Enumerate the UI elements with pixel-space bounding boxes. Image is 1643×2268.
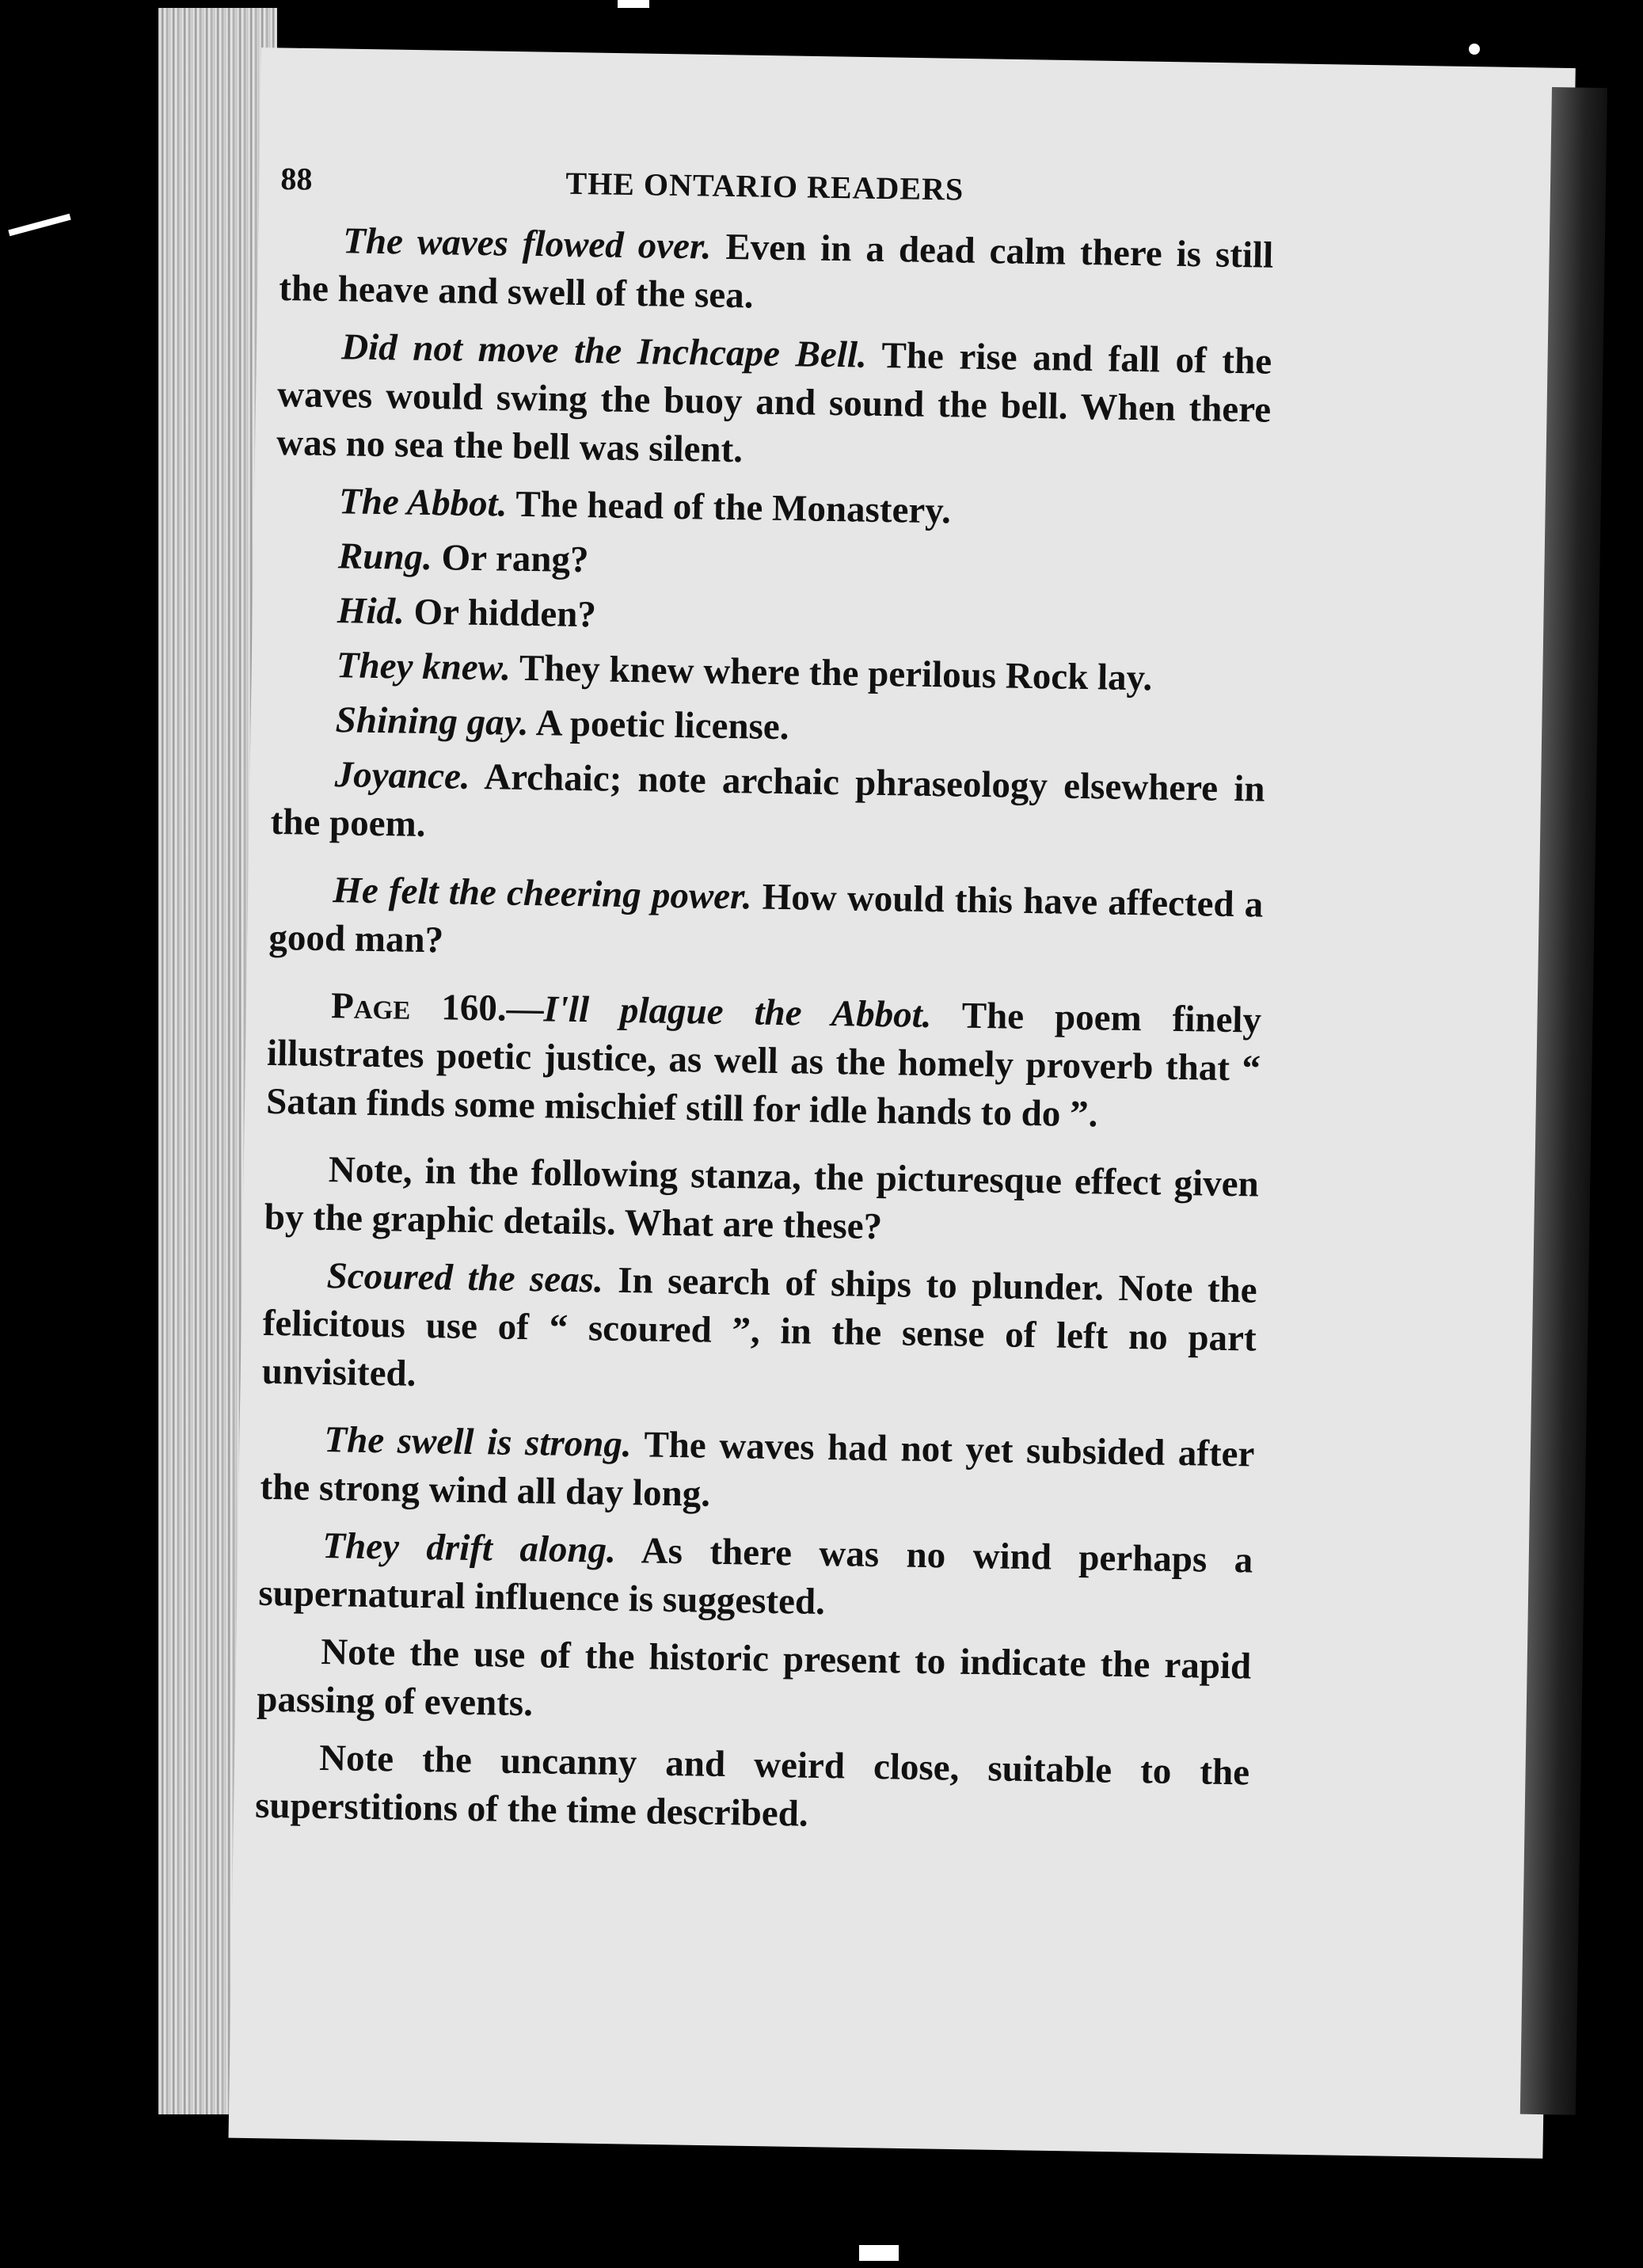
note-term: The swell is strong.	[324, 1419, 633, 1466]
note-text: In search of ships to plunder. Note the felicitous use of “ scoured ”, in the sense of left no part unvisited.	[261, 1259, 1258, 1395]
note-term: The Abbot.	[338, 481, 508, 525]
note-text: The poem finely illustrates poetic justice, as well as the homely proverb that “ Satan finds some mischief still for idle hands to do ”.	[265, 995, 1262, 1136]
note-text: A poetic license.	[528, 702, 789, 748]
note-paragraph	[273, 586, 1268, 650]
body-paragraph: Note, in the following stanza, the picturesque effect given by the graphic details. What are these?	[264, 1149, 1260, 1248]
note-text: Archaic; note archaic phraseology elsewhere in the poem.	[270, 755, 1265, 845]
page-reference-label: Page 160.	[330, 985, 507, 1029]
body-paragraph: Note the uncanny and weird close, suitable to the superstitions of the time described.	[254, 1737, 1250, 1835]
note-term: I'll plague the Abbot.	[543, 988, 932, 1037]
note-term: They drift along.	[321, 1525, 617, 1571]
note-term: Scoured the seas.	[326, 1255, 604, 1301]
note-paragraph	[276, 322, 1272, 483]
page-reference-dash: —	[506, 987, 544, 1030]
note-term: Hid.	[337, 590, 405, 633]
scan-artifact	[8, 214, 70, 236]
note-text: As there was no wind perhaps a supernatural influence is suggested.	[258, 1529, 1253, 1623]
note-paragraph	[261, 1251, 1257, 1412]
note-term: He felt the cheering power.	[333, 870, 753, 918]
scan-artifact	[618, 0, 649, 8]
note-text: The waves had not yet subsided after the strong wind all day long.	[260, 1424, 1255, 1515]
page-reference-note	[266, 981, 1262, 1142]
note-text: Even in a dead calm there is still the heave and swell of the sea.	[278, 226, 1274, 317]
note-paragraph	[279, 216, 1274, 329]
note-paragraph	[270, 750, 1265, 862]
note-text: The head of the Monastery.	[507, 483, 952, 532]
note-text: Or hidden?	[404, 591, 597, 636]
note-paragraph	[272, 695, 1266, 759]
note-text: Or rang?	[432, 537, 589, 581]
note-text: The rise and fall of the waves would swing the buoy and sound the bell. When there was no sea the bell was silent.	[276, 334, 1272, 471]
note-text: They knew where the perilous Rock lay.	[510, 647, 1153, 699]
note-paragraph	[268, 866, 1264, 978]
text-block	[255, 154, 1275, 1855]
note-paragraph	[272, 641, 1267, 705]
body-paragraph: Note the use of the historic present to indicate the rapid passing of events.	[256, 1631, 1252, 1725]
note-paragraph	[258, 1521, 1253, 1634]
note-term: Rung.	[337, 535, 433, 579]
page-number: 88	[280, 160, 313, 197]
note-term: Did not move the Inchcape Bell.	[340, 326, 868, 376]
scan-artifact	[1469, 44, 1480, 55]
note-paragraph	[260, 1415, 1255, 1528]
note-term: Joyance.	[334, 754, 471, 797]
note-text: How would this have affected a good man?	[268, 876, 1264, 961]
running-title: THE ONTARIO READERS	[565, 165, 964, 207]
note-paragraph	[275, 531, 1269, 596]
scan-artifact	[859, 2245, 899, 2261]
note-paragraph	[276, 477, 1270, 541]
note-term: Shining gay.	[335, 699, 529, 744]
note-term: They knew.	[336, 645, 512, 689]
note-term: The waves flowed over.	[342, 220, 712, 268]
